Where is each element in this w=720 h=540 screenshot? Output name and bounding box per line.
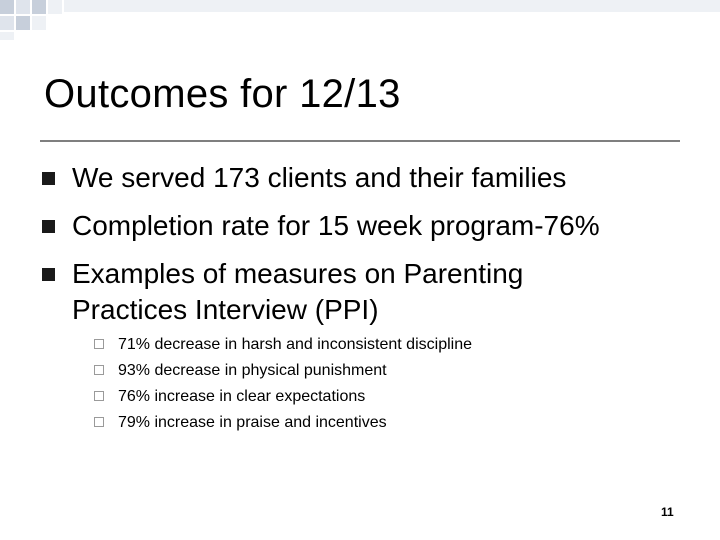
sub-bullet-text: 93% decrease in physical punishment — [118, 362, 387, 379]
corner-square — [64, 0, 720, 12]
corner-decoration — [0, 0, 720, 40]
bullet-text: Practices Interview (PPI) — [72, 294, 379, 325]
hollow-square-bullet-icon — [94, 365, 104, 375]
square-bullet-icon — [42, 268, 55, 281]
corner-square — [16, 0, 30, 14]
sub-bullet-item — [118, 412, 387, 434]
square-bullet-icon — [42, 220, 55, 233]
bullet-text: Examples of measures on Parenting — [72, 258, 524, 289]
sub-bullet-text: 79% increase in praise and incentives — [118, 414, 387, 431]
sub-bullet-item — [118, 386, 365, 408]
corner-square — [0, 16, 14, 30]
corner-square — [32, 16, 46, 30]
bullet-text: Completion rate for 15 week program-76% — [72, 210, 600, 241]
sub-bullet-text: 76% increase in clear expectations — [118, 388, 366, 405]
sub-bullet-item — [118, 360, 387, 382]
sub-bullet-item — [118, 334, 472, 356]
sub-bullet-text: 71% decrease in harsh and inconsistent discipline — [118, 336, 472, 353]
corner-square — [0, 0, 14, 14]
bullet-item — [72, 208, 600, 244]
bullet-item — [72, 160, 566, 196]
hollow-square-bullet-icon — [94, 417, 104, 427]
bullet-item — [72, 256, 523, 292]
corner-square — [16, 16, 30, 30]
square-bullet-icon — [42, 172, 55, 185]
bullet-text: We served 173 clients and their families — [72, 162, 567, 193]
title-divider — [40, 140, 680, 142]
corner-square — [32, 0, 46, 14]
hollow-square-bullet-icon — [94, 339, 104, 349]
corner-square — [48, 0, 62, 14]
page-number: 11 — [661, 505, 674, 519]
hollow-square-bullet-icon — [94, 391, 104, 401]
slide-title: Outcomes for 12/13 — [44, 72, 401, 116]
bullet-continuation — [72, 292, 379, 328]
corner-square — [0, 32, 14, 40]
